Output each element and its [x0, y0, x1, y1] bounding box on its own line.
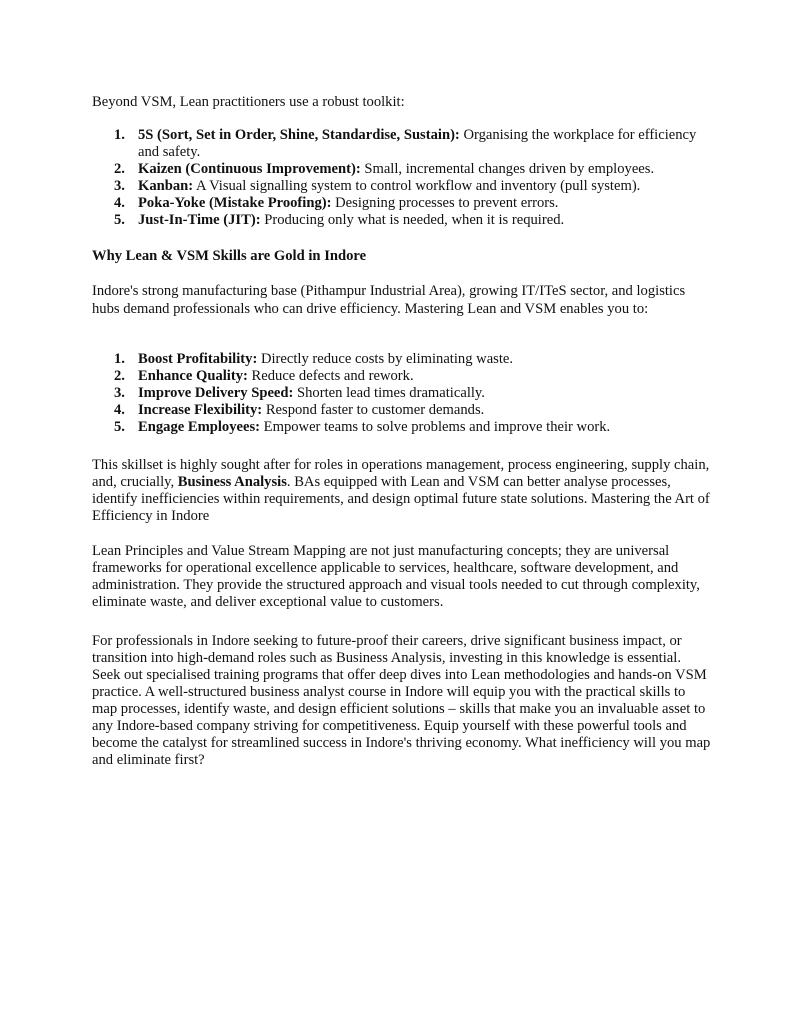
- skillset-text-end: . BAs equipped with Lean and VSM can better analyse processes, identify inefficiencies within requirements, and design optimal future state solutions. Mastering the Art of Efficiency in Indore: [92, 474, 710, 524]
- list-desc: Producing only what is needed, when it is required.: [260, 212, 565, 228]
- list-desc: Directly reduce costs by eliminating waste.: [257, 351, 514, 367]
- list-item: [92, 212, 712, 229]
- list-term: Enhance Quality:: [138, 368, 248, 384]
- skillset-text: This skillset is highly sought after for roles in operations management, process engineering, supply chain, and, crucially,: [92, 457, 710, 490]
- list-desc: Shorten lead times dramatically.: [293, 385, 485, 401]
- list-item: [92, 402, 712, 419]
- list-item: [92, 178, 712, 195]
- list-number: 3.: [114, 385, 125, 401]
- benefits-list: [92, 351, 712, 436]
- list-number: 1.: [114, 127, 125, 143]
- list-term: Boost Profitability:: [138, 351, 258, 367]
- list-term: Just-In-Time (JIT):: [138, 212, 261, 228]
- lean-paragraph: Lean Principles and Value Stream Mapping are not just manufacturing concepts; they are universal frameworks for operational excellence applicable to services, healthcare, software development, and administration. They provide the structured approach and visual tools needed to cut through complexity, eliminate waste, and deliver exceptional value to customers.: [92, 543, 700, 610]
- list-desc: A Visual signalling system to control workflow and inventory (pull system).: [193, 178, 641, 194]
- list-item: [92, 127, 712, 161]
- skillset-paragraph: [92, 457, 712, 525]
- list-item: [92, 368, 712, 385]
- list-item: [92, 161, 712, 178]
- list-desc: Small, incremental changes driven by employees.: [360, 161, 655, 177]
- list-term: Engage Employees:: [138, 419, 261, 435]
- list-item: [92, 195, 712, 212]
- list-number: 2.: [114, 161, 125, 177]
- list-term: Increase Flexibility:: [138, 402, 263, 418]
- list-desc: Organising the workplace for efficiency and safety.: [138, 127, 697, 160]
- list-term: Kanban:: [138, 178, 194, 194]
- list-number: 4.: [114, 195, 125, 211]
- list-desc: Designing processes to prevent errors.: [331, 195, 559, 211]
- section-heading: Why Lean & VSM Skills are Gold in Indore: [92, 248, 367, 264]
- list-term: Improve Delivery Speed:: [138, 385, 294, 401]
- list-item: [92, 385, 712, 402]
- list-number: 3.: [114, 178, 125, 194]
- intro-paragraph: Beyond VSM, Lean practitioners use a robust toolkit:: [92, 94, 405, 110]
- list-desc: Respond faster to customer demands.: [262, 402, 485, 418]
- indore-paragraph: Indore's strong manufacturing base (Pithampur Industrial Area), growing IT/ITeS sector, and logistics hubs demand professionals who can drive efficiency. Mastering Lean and VSM enables you to:: [92, 283, 686, 317]
- list-term: Kaizen (Continuous Improvement):: [138, 161, 361, 177]
- list-number: 4.: [114, 402, 125, 418]
- list-number: 5.: [114, 212, 125, 228]
- list-number: 1.: [114, 351, 125, 367]
- list-desc: Empower teams to solve problems and improve their work.: [260, 419, 611, 435]
- list-item: [92, 419, 712, 436]
- skillset-bold-term: Business Analysis: [177, 474, 287, 490]
- list-item: [92, 351, 712, 368]
- toolkit-list: [92, 127, 712, 229]
- list-number: 5.: [114, 419, 125, 435]
- list-term: Poka-Yoke (Mistake Proofing):: [138, 195, 332, 211]
- closing-paragraph: For professionals in Indore seeking to future-proof their careers, drive significant business impact, or transition into high-demand roles such as Business Analysis, investing in this knowledge is essential. Seek out specialised training programs that offer deep dives into Lean methodologies and hands-on VSM practice. A well-structured business analyst course in Indore will equip you with the practical skills to map processes, identify waste, and design efficient solutions – skills that make you an invaluable asset to any Indore-based company striving for competitiveness. Equip yourself with these powerful tools and become the catalyst for streamlined success in Indore's thriving economy. What inefficiency will you map and eliminate first?: [92, 633, 711, 768]
- list-desc: Reduce defects and rework.: [247, 368, 414, 384]
- list-term: 5S (Sort, Set in Order, Shine, Standardise, Sustain):: [138, 127, 460, 143]
- list-number: 2.: [114, 368, 125, 384]
